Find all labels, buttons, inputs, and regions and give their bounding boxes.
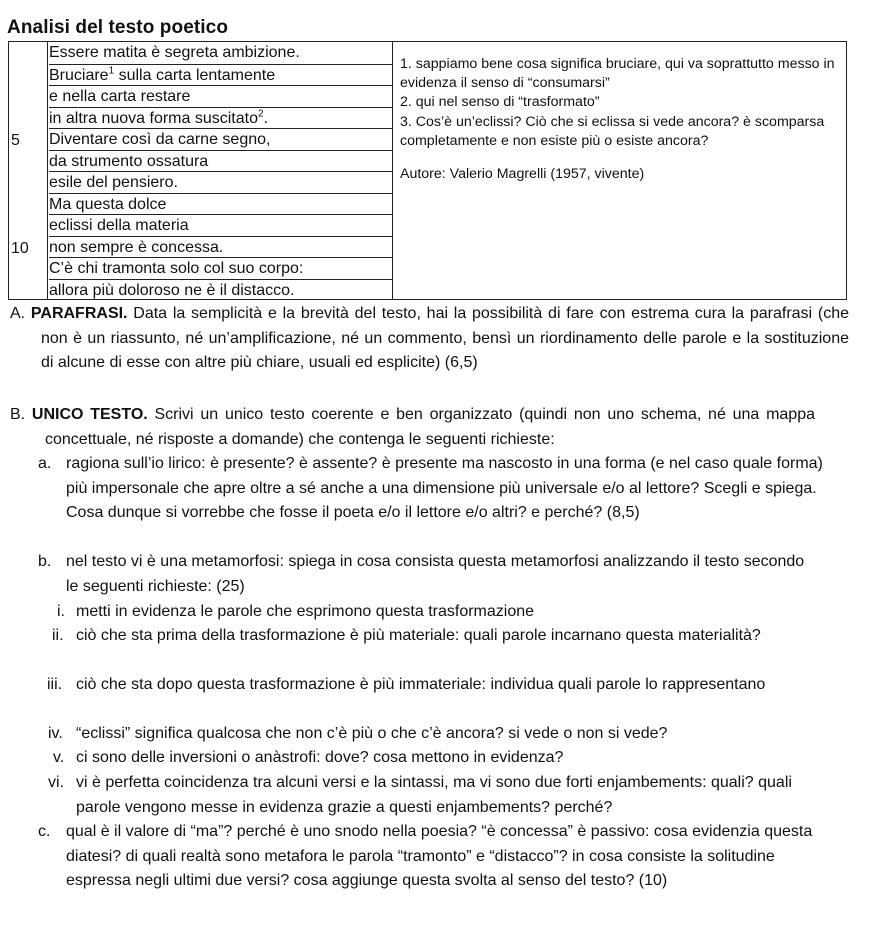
poem-line: da strumento ossatura — [49, 150, 392, 173]
poem-line: non sempre è concessa. — [49, 236, 392, 259]
subtask-b-ii: ii. ciò che sta prima della trasformazione è più materiale: quali parole incarnano questa materialità? — [52, 627, 761, 644]
note-3: 3. Cos’è un’eclissi? Ciò che si eclissa si vede ancora? è scomparsa completamente e non esiste più o esiste ancora? — [400, 113, 825, 149]
subtask-c: c. qual è il valore di “ma”? perché è uno snodo nella poesia? “è concessa” è passivo: cosa evidenzia questa diatesi? di quali realtà sono metafora le parola “tramonto” e “distacco”? in cosa consiste la solitudine espressa negli ultimi due versi? cosa aggiunge questa svolta al senso del testo? (10) — [38, 823, 813, 890]
poem-line: Bruciare$^1$ sulla carta lentamente — [49, 64, 392, 87]
page-title: Analisi del testo poetico — [7, 17, 229, 38]
subtask-b-vi: vi. vi è perfetta coincidenza tra alcuni versi e la sintassi, ma vi sono due forti enjambements: quali? quali parole vengono messe in evidenza grazie a questi enjambements? perché? — [48, 774, 792, 816]
poem-line: esile del pensiero. — [49, 171, 392, 194]
poem-column — [47, 42, 393, 299]
poem-line: C’è chi tramonta solo col suo corpo: — [49, 257, 392, 280]
author-credit: Autore: Valerio Magrelli (1957, vivente) — [400, 166, 645, 183]
line-number-10: 10 — [11, 240, 29, 257]
poem-line: allora più doloroso ne è il distacco. — [49, 279, 392, 302]
subtask-b: b. nel testo vi è una metamorfosi: spiega in cosa consista questa metamorfosi analizzando il testo secondo le seguenti richieste: (25) — [38, 553, 805, 595]
poem-line: Essere matita è segreta ambizione. — [49, 44, 300, 61]
line-number-column — [9, 42, 48, 299]
subtask-b-iv: iv. “eclissi” significa qualcosa che non c’è più o che c’è ancora? si vede o non si vede? — [48, 725, 668, 742]
line-number-5: 5 — [11, 132, 20, 149]
subtask-b-iii: iii. ciò che sta dopo questa trasformazione è più immateriale: individua quali parole lo rappresentano — [47, 676, 766, 693]
notes-column — [393, 42, 846, 299]
poem-line: in altra nuova forma suscitato$^2$. — [49, 107, 392, 130]
task-b-unico-testo: B. UNICO TESTO. Scrivi un unico testo coerente e ben organizzato (quindi non uno schema, né una mappa concettuale, né risposte a domande) che contenga le seguenti richieste: — [10, 406, 816, 448]
poem-line: eclissi della materia — [49, 214, 392, 237]
subtask-b-i: i. metti in evidenza le parole che esprimono questa trasformazione — [57, 603, 535, 620]
poem-table — [8, 41, 847, 300]
poem-line: e nella carta restare — [49, 85, 392, 108]
poem-line: Ma questa dolce — [49, 193, 392, 216]
subtask-b-v: v. ci sono delle inversioni o anàstrofi: dove? cosa mettono in evidenza? — [53, 749, 564, 766]
note-2: 2. qui nel senso di “trasformato” — [400, 94, 600, 111]
poem-line: Diventare così da carne segno, — [49, 128, 392, 151]
note-1: 1. sappiamo bene cosa significa bruciare, qui va soprattutto messo in evidenza il senso di “consumarsi” — [400, 56, 835, 92]
subtask-a: a. ragiona sull’io lirico: è presente? è assente? è presente ma nascosto in una forma (e nel caso quale forma) più impersonale che apre oltre a sé anche a una dimensione più universale e/o al lettore? Scegli e spiega. Cosa dunque si vorrebbe che fosse il poeta e/o il lettore e/o altri? e perché? (8,5) — [38, 455, 823, 522]
task-a-parafrasi: A. PARAFRASI. Data la semplicità e la brevità del testo, hai la possibilità di fare con estrema cura la parafrasi (che non è un riassunto, né un’amplificazione, né un commento, bensì un riordinamento delle parole e la sostituzione di alcune di esse con altre più chiare, usuali ed esplicite) (6,5) — [10, 305, 849, 372]
